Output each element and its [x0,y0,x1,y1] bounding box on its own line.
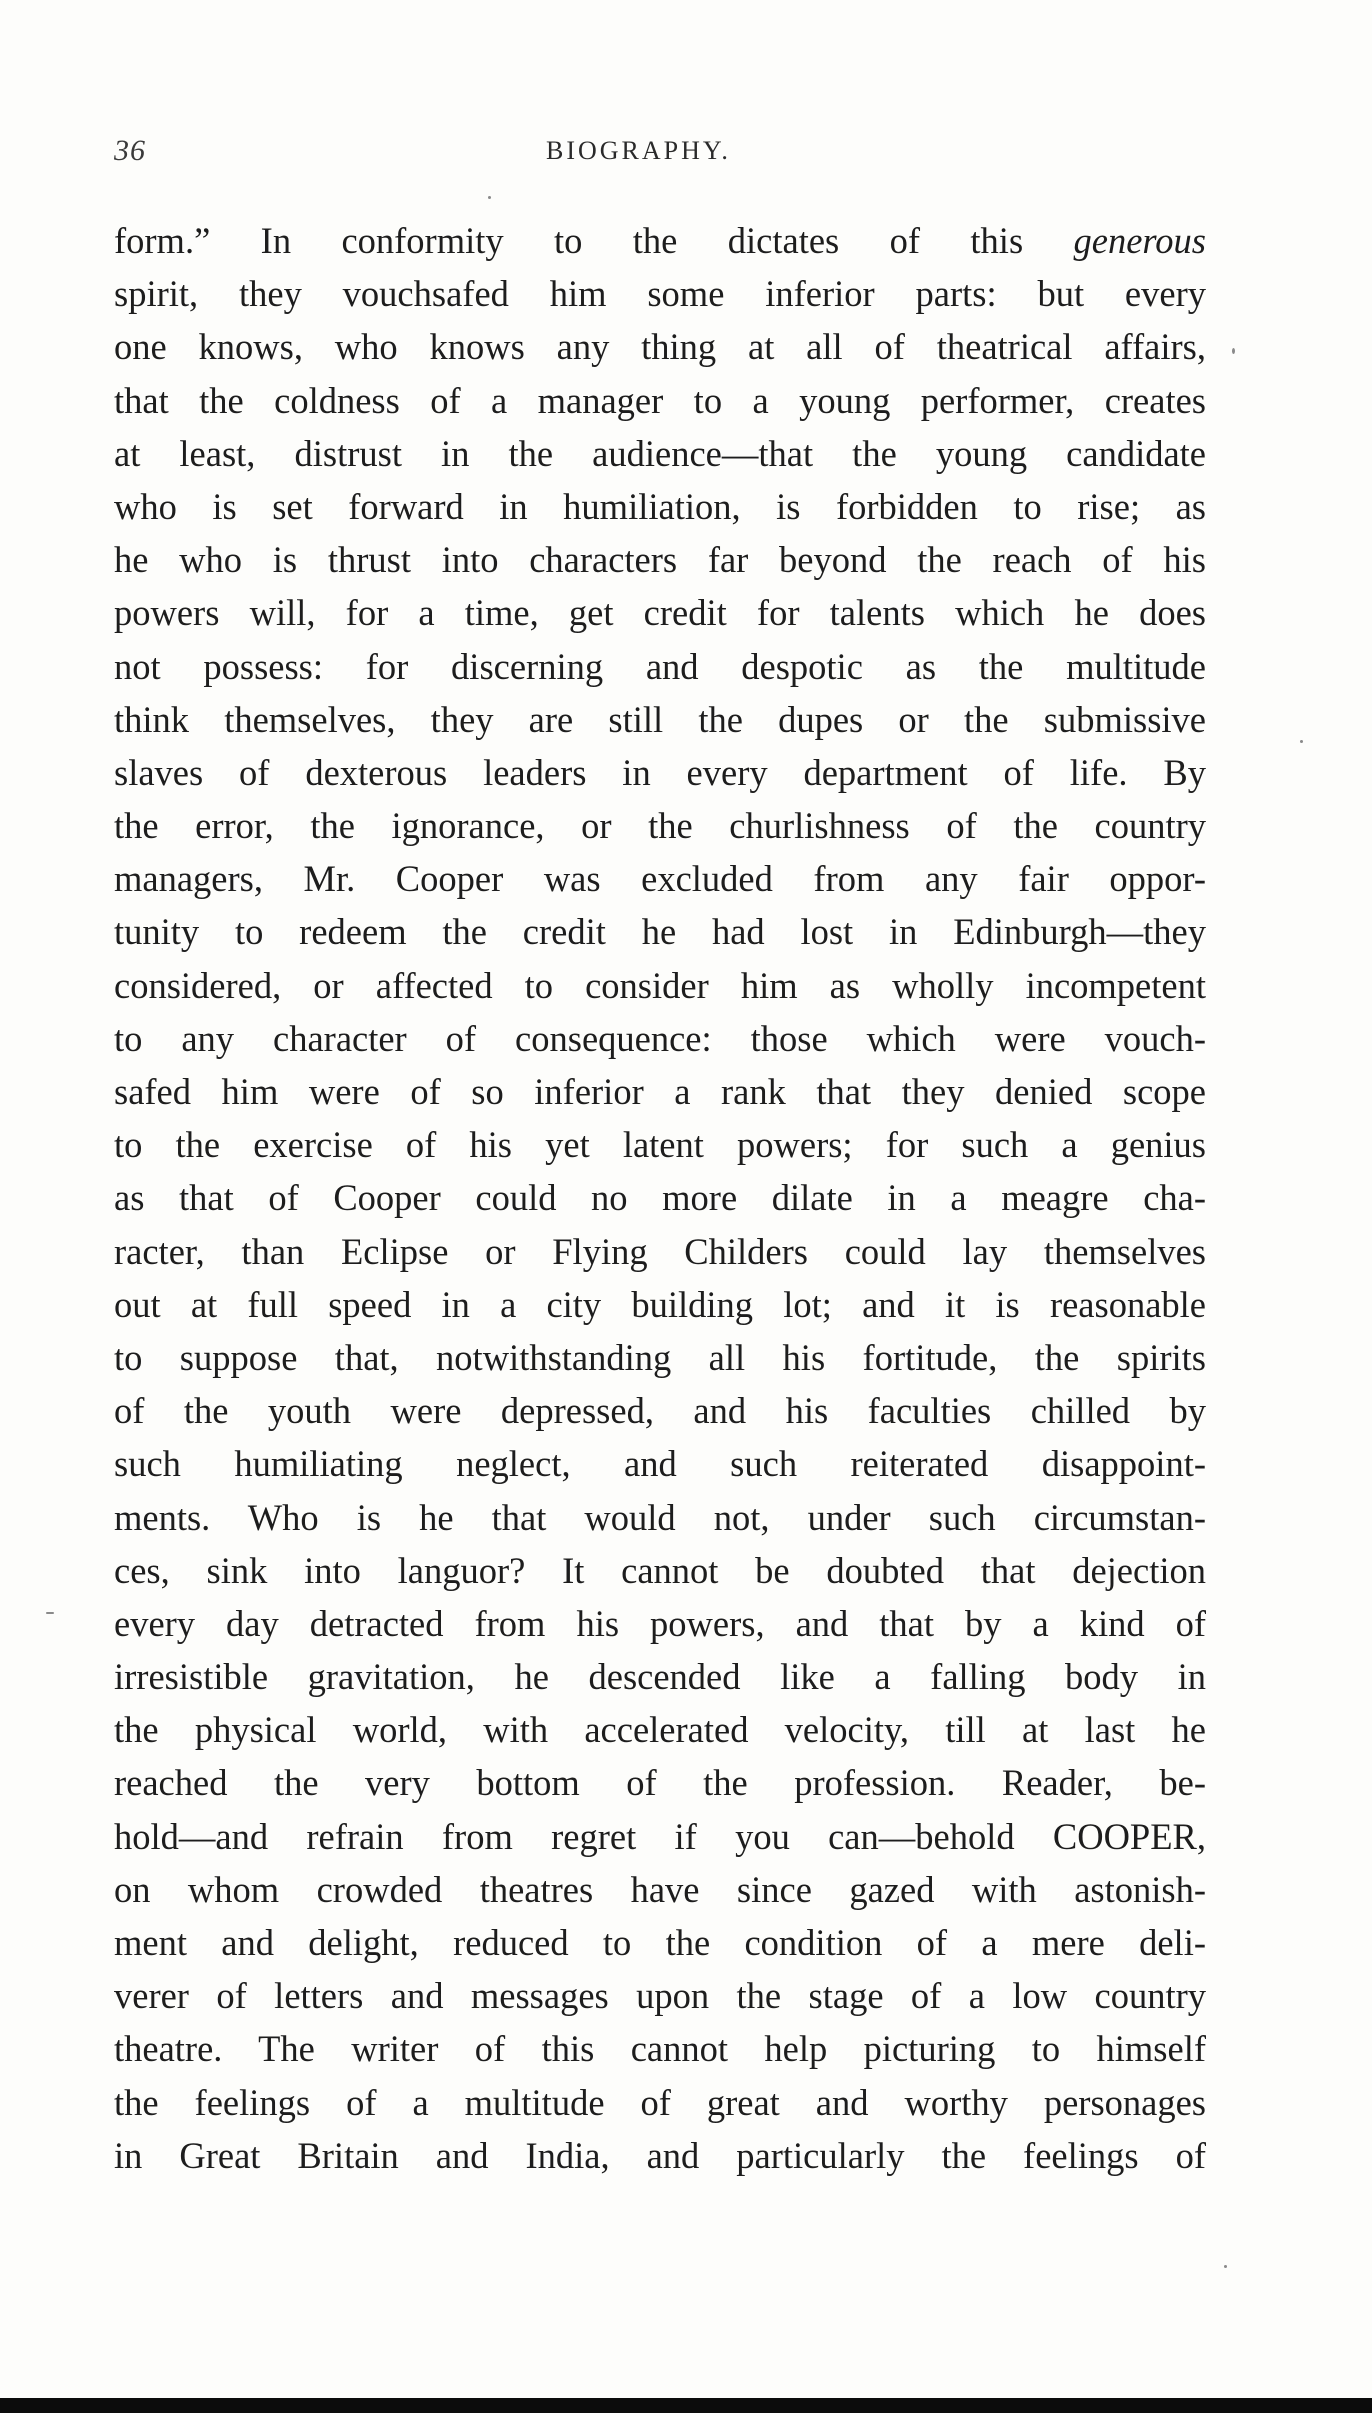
text-line: on whom crowded theatres have since gazed with astonish- [114,1868,1206,1910]
text-line: the error, the ignorance, or the churlishness of the country [114,805,1206,847]
text-line: irresistible gravitation, he descended like a falling body in [114,1656,1206,1698]
italic-word: generous [1073,220,1206,261]
text-line: he who is thrust into characters far beyond the reach of his [114,539,1206,581]
text-line: as that of Cooper could no more dilate in a meagre cha- [114,1177,1206,1219]
text-line: of the youth were depressed, and his faculties chilled by [114,1390,1206,1432]
text-line: that the coldness of a manager to a young performer, creates [114,379,1206,421]
text-line: ces, sink into languor? It cannot be doubted that dejection [114,1549,1206,1591]
text-line: verer of letters and messages upon the stage of a low country [114,1975,1206,2017]
text-line: powers will, for a time, get credit for talents which he does [114,592,1206,634]
text-line: reached the very bottom of the profession. Reader, be- [114,1762,1206,1804]
scan-bottom-edge [0,2398,1372,2413]
text-line: one knows, who knows any thing at all of theatrical affairs, [114,326,1206,368]
text-line: out at full speed in a city building lot; and it is reasonable [114,1283,1206,1325]
text-line: not possess: for discerning and despotic as the multitude [114,645,1206,687]
scan-speck [1300,740,1303,743]
text-line: hold—and refrain from regret if you can—behold COOPER, [114,1815,1206,1857]
text-line: who is set forward in humiliation, is forbidden to rise; as [114,485,1206,527]
text-line: theatre. The writer of this cannot help picturing to himself [114,2028,1206,2070]
text-line: such humiliating neglect, and such reiterated disappoint- [114,1443,1206,1485]
text-line: tunity to redeem the credit he had lost in Edinburgh—they [114,911,1206,953]
text-line: to the exercise of his yet latent powers; for such a genius [114,1124,1206,1166]
text-line: ment and delight, reduced to the condition of a mere deli- [114,1922,1206,1963]
running-head [114,134,1206,174]
text-line: in Great Britain and India, and particularly the feelings of [114,2134,1206,2176]
text-line: racter, than Eclipse or Flying Childers could lay themselves [114,1230,1206,1272]
text-line: at least, distrust in the audience—that the young candidate [114,432,1206,474]
text-line: to suppose that, notwithstanding all his fortitude, the spirits [114,1336,1206,1378]
text-line: to any character of consequence: those which were vouch- [114,1017,1206,1059]
text-line: slaves of dexterous leaders in every department of life. By [114,751,1206,793]
page-number: 36 [114,134,146,167]
text-line: every day detracted from his powers, and that by a kind of [114,1602,1206,1644]
text-line: think themselves, they are still the dupes or the submissive [114,698,1206,740]
text-line: the feelings of a multitude of great and worthy personages [114,2081,1206,2123]
text-line: safed him were of so inferior a rank that they denied scope [114,1071,1206,1112]
text-line: form.” In conformity to the dictates of this generous [114,220,1206,261]
scan-speck [1232,348,1235,354]
text-line: the physical world, with accelerated velocity, till at last he [114,1709,1206,1751]
text-line: managers, Mr. Cooper was excluded from any fair oppor- [114,858,1206,900]
body-text [114,214,1206,2182]
running-head-title: BIOGRAPHY. [546,136,731,165]
text-line: spirit, they vouchsafed him some inferior parts: but every [114,273,1206,315]
text-line: ments. Who is he that would not, under such circumstan- [114,1496,1206,1538]
scan-speck [46,1612,54,1614]
scan-speck [488,196,491,199]
text-line: considered, or affected to consider him as wholly incompetent [114,964,1206,1006]
scan-speck [1224,2265,1227,2268]
